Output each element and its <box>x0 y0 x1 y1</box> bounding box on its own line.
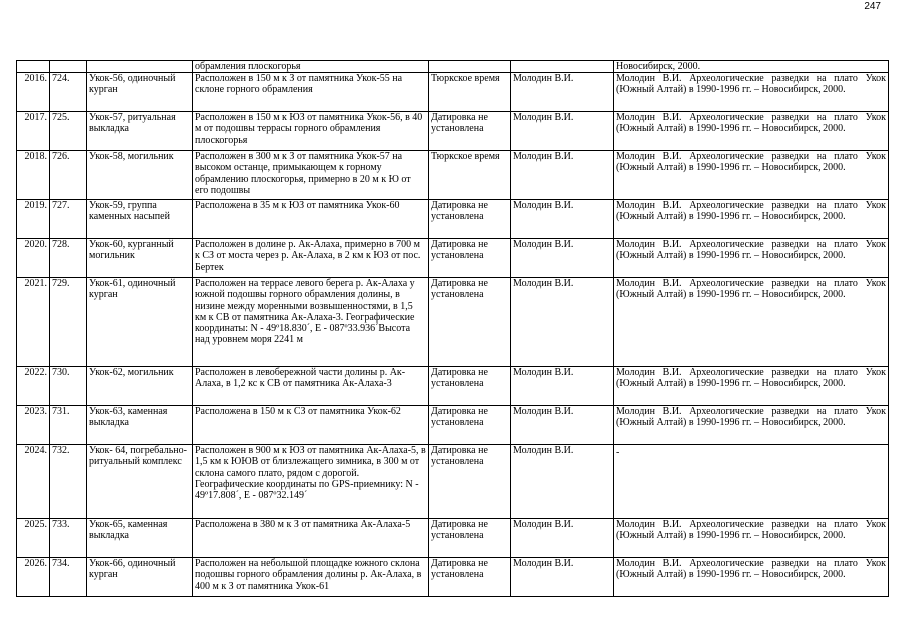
literature-cell: Молодин В.И. Археологические разведки на плато Укок (Южный Алтай) в 1990-1996 гг. – Новосибирск, 2000. <box>614 73 889 112</box>
name-cell: Укок-63, каменная выкладка <box>87 406 193 445</box>
table-row <box>17 239 889 278</box>
literature-cell: Молодин В.И. Археологические разведки на плато Укок (Южный Алтай) в 1990-1996 гг. – Новосибирск, 2000. <box>614 200 889 239</box>
number-cell: 2025. <box>17 519 50 558</box>
monuments-table <box>16 60 889 597</box>
author-cell: Молодин В.И. <box>511 558 614 597</box>
local-number-cell: 730. <box>50 367 87 406</box>
table-row <box>17 445 889 519</box>
dating-cell: Датировка не установлена <box>429 112 511 151</box>
local-number-cell: 729. <box>50 278 87 367</box>
number-cell: 2026. <box>17 558 50 597</box>
number-cell: 2021. <box>17 278 50 367</box>
table-row <box>17 558 889 597</box>
literature-cell: - <box>614 445 889 519</box>
literature-cell: Молодин В.И. Археологические разведки на плато Укок (Южный Алтай) в 1990-1996 гг. – Новосибирск, 2000. <box>614 558 889 597</box>
local-number-cell: 731. <box>50 406 87 445</box>
description-cell: Расположена в 150 м к СЗ от памятника Укок-62 <box>193 406 429 445</box>
description-cell: Расположен в 150 м к ЮЗ от памятника Укок-56, в 40 м от подошвы террасы горного обрамления плоскогорья <box>193 112 429 151</box>
literature-cell: Молодин В.И. Археологические разведки на плато Укок (Южный Алтай) в 1990-1996 гг. – Новосибирск, 2000. <box>614 239 889 278</box>
dating-cell: Датировка не установлена <box>429 200 511 239</box>
description-cell: обрамления плоскогорья <box>193 61 429 73</box>
local-number-cell: 726. <box>50 151 87 200</box>
number-cell: 2019. <box>17 200 50 239</box>
dating-cell: Тюркское время <box>429 151 511 200</box>
name-cell: Укок-62, могильник <box>87 367 193 406</box>
number-cell: 2023. <box>17 406 50 445</box>
description-cell: Расположен в 150 м к З от памятника Укок-55 на склоне горного обрамления <box>193 73 429 112</box>
number-cell: 2016. <box>17 73 50 112</box>
table-row <box>17 367 889 406</box>
name-cell: Укок-66, одиночный курган <box>87 558 193 597</box>
author-cell: Молодин В.И. <box>511 151 614 200</box>
name-cell: Укок-60, курганный могильник <box>87 239 193 278</box>
literature-cell: Молодин В.И. Археологические разведки на плато Укок (Южный Алтай) в 1990-1996 гг. – Новосибирск, 2000. <box>614 367 889 406</box>
number-cell: 2024. <box>17 445 50 519</box>
author-cell: Молодин В.И. <box>511 200 614 239</box>
page-number: 247 <box>864 1 881 12</box>
table-row <box>17 151 889 200</box>
author-cell: Молодин В.И. <box>511 445 614 519</box>
dating-cell: Тюркское время <box>429 73 511 112</box>
name-cell: Укок-56, одиночный курган <box>87 73 193 112</box>
local-number-cell: 733. <box>50 519 87 558</box>
local-number-cell: 728. <box>50 239 87 278</box>
dating-cell: Датировка не установлена <box>429 406 511 445</box>
table-row <box>17 519 889 558</box>
local-number-cell: 725. <box>50 112 87 151</box>
description-cell: Расположен на небольшой площадке южного склона подошвы горного обрамления долины р. Ак-Алаха, в 400 м к З от памятника Укок-61 <box>193 558 429 597</box>
literature-cell: Молодин В.И. Археологические разведки на плато Укок (Южный Алтай) в 1990-1996 гг. – Новосибирск, 2000. <box>614 519 889 558</box>
description-cell: Расположен на террасе левого берега р. Ак-Алаха у южной подошвы горного обрамления долины, в низине между моренными возвышенностями, в 1,5 км к СВ от памятника Ак-Алаха-3. Географические координаты: N - 49º18.830´, E - 087º33.936´Высота над уровнем моря 2241 м <box>193 278 429 367</box>
literature-cell: Молодин В.И. Археологические разведки на плато Укок (Южный Алтай) в 1990-1996 гг. – Новосибирск, 2000. <box>614 112 889 151</box>
number-cell: 2018. <box>17 151 50 200</box>
table-row <box>17 406 889 445</box>
name-cell: Укок-57, ритуальная выкладка <box>87 112 193 151</box>
description-cell: Расположен в 300 м к З от памятника Укок-57 на высоком останце, примыкающем к горному обрамлению плоскогорья, примерно в 20 м к Ю от его подошвы <box>193 151 429 200</box>
local-number-cell: 724. <box>50 73 87 112</box>
name-cell: Укок-65, каменная выкладка <box>87 519 193 558</box>
local-number-cell: 734. <box>50 558 87 597</box>
literature-cell: Новосибирск, 2000. <box>614 61 889 73</box>
name-cell: Укок-58, могильник <box>87 151 193 200</box>
number-cell: 2022. <box>17 367 50 406</box>
number-cell: 2017. <box>17 112 50 151</box>
dating-cell: Датировка не установлена <box>429 239 511 278</box>
dating-cell: Датировка не установлена <box>429 519 511 558</box>
table-row <box>17 112 889 151</box>
dating-cell: Датировка не установлена <box>429 445 511 519</box>
table-row-continuation <box>17 61 889 73</box>
description-cell: Расположена в 35 м к ЮЗ от памятника Укок-60 <box>193 200 429 239</box>
author-cell: Молодин В.И. <box>511 239 614 278</box>
table-row <box>17 278 889 367</box>
literature-cell: Молодин В.И. Археологические разведки на плато Укок (Южный Алтай) в 1990-1996 гг. – Новосибирск, 2000. <box>614 278 889 367</box>
dating-cell: Датировка не установлена <box>429 278 511 367</box>
number-cell: 2020. <box>17 239 50 278</box>
author-cell: Молодин В.И. <box>511 112 614 151</box>
description-cell: Расположен в долине р. Ак-Алаха, примерно в 700 м к СЗ от моста через р. Ак-Алаха, в 2 км к ЮЗ от пос. Бертек <box>193 239 429 278</box>
literature-cell: Молодин В.И. Археологические разведки на плато Укок (Южный Алтай) в 1990-1996 гг. – Новосибирск, 2000. <box>614 406 889 445</box>
author-cell: Молодин В.И. <box>511 519 614 558</box>
local-number-cell: 732. <box>50 445 87 519</box>
author-cell: Молодин В.И. <box>511 406 614 445</box>
literature-cell: Молодин В.И. Археологические разведки на плато Укок (Южный Алтай) в 1990-1996 гг. – Новосибирск, 2000. <box>614 151 889 200</box>
author-cell: Молодин В.И. <box>511 278 614 367</box>
name-cell: Укок-61, одиночный курган <box>87 278 193 367</box>
table-row <box>17 73 889 112</box>
description-cell: Расположена в 380 м к З от памятника Ак-Алаха-5 <box>193 519 429 558</box>
dating-cell: Датировка не установлена <box>429 558 511 597</box>
description-cell: Расположен в 900 м к ЮЗ от памятника Ак-Алаха-5, в 1,5 км к ЮЮВ от близлежащего зимника, в 300 м от склона самого плато, рядом с дорогой. Географические координаты по GPS-приемнику: N - 49º17.808´, E - 087º32.149´ <box>193 445 429 519</box>
dating-cell: Датировка не установлена <box>429 367 511 406</box>
name-cell: Укок-59, группа каменных насыпей <box>87 200 193 239</box>
author-cell: Молодин В.И. <box>511 73 614 112</box>
name-cell: Укок- 64, погребально-ритуальный комплекс <box>87 445 193 519</box>
local-number-cell: 727. <box>50 200 87 239</box>
author-cell: Молодин В.И. <box>511 367 614 406</box>
description-cell: Расположен в левобережной части долины р. Ак-Алаха, в 1,2 кс к СВ от памятника Ак-Алаха-3 <box>193 367 429 406</box>
table-row <box>17 200 889 239</box>
